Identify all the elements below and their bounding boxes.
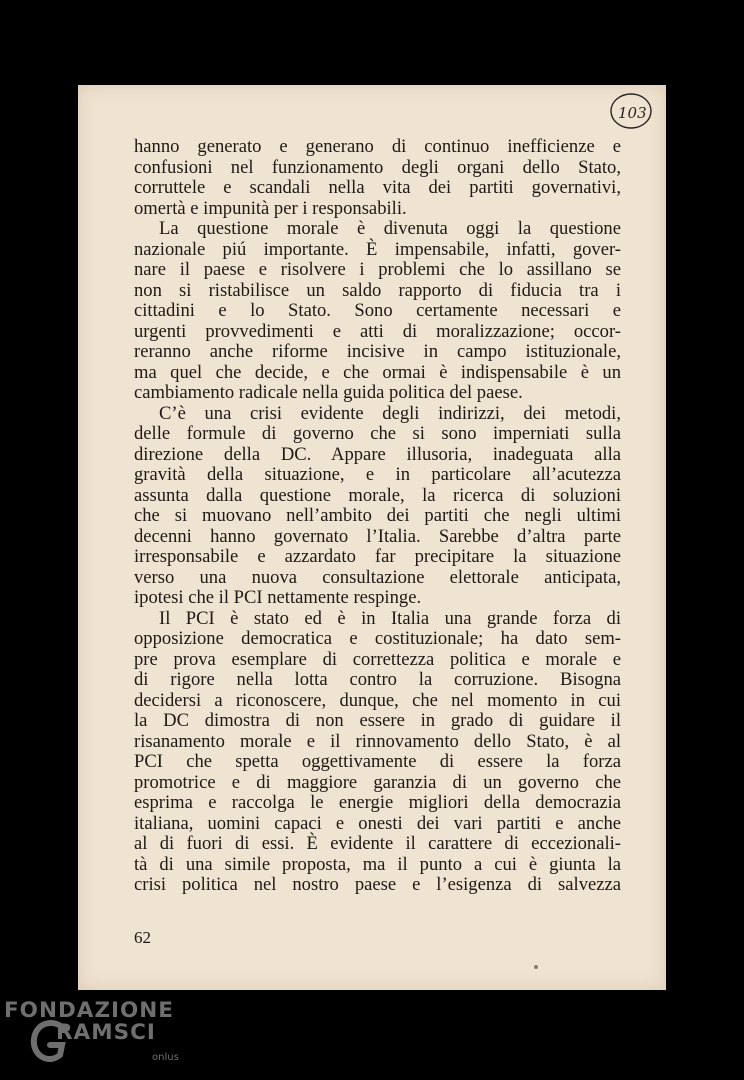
- text-line: nare il paese e risolvere i problemi che lo assillano se: [134, 259, 621, 280]
- text-line: promotrice e di maggiore garanzia di un governo che: [134, 771, 621, 793]
- text-line: PCI che spetta oggettivamente di essere la forza: [134, 751, 621, 772]
- paper-speck: [534, 965, 538, 969]
- logo-line-1: FONDAZIONE: [4, 998, 174, 1023]
- text-line: decenni hanno governato l’Italia. Sarebbe d’altra parte: [134, 525, 621, 547]
- text-line: direzione della DC. Appare illusoria, inadeguata alla: [134, 443, 621, 465]
- text-line: delle formule di governo che si sono imperniati sulla: [134, 423, 621, 444]
- text-line: gravità della situazione, e in particolare all’acutezza: [134, 464, 621, 485]
- text-line: La questione morale è divenuta oggi la questione: [159, 218, 621, 239]
- logo-line-2: RAMSCI: [56, 1020, 156, 1045]
- text-line: irresponsabile e azzardato far precipitare la situazione: [134, 546, 621, 567]
- text-line: tà di una simile proposta, ma il punto a cui è giunta la: [134, 853, 621, 875]
- text-line: non si ristabilisce un saldo rapporto di fiducia tra i: [134, 279, 621, 301]
- text-line: verso una nuova consultazione elettorale anticipata,: [134, 566, 621, 588]
- page-number: 62: [134, 928, 151, 947]
- handwritten-page-number: [608, 91, 654, 131]
- text-line: cambiamento radicale nella guida politica del paese.: [134, 382, 523, 403]
- text-line: urgenti provvedimenti e atti di moralizzazione; occor-: [134, 320, 621, 342]
- text-line: reranno anche riforme incisive in campo istituzionale,: [134, 341, 621, 362]
- text-line: risanamento morale e il rinnovamento dello Stato, è al: [134, 730, 621, 752]
- text-line: di rigore nella lotta contro la corruzione. Bisogna: [134, 669, 621, 690]
- text-line: la DC dimostra di non essere in grado di guidare il: [134, 710, 621, 731]
- text-line: opposizione democratica e costituzionale; ha dato sem-: [134, 628, 621, 649]
- text-line: hanno generato e generano di continuo inefficienze e: [134, 136, 621, 157]
- text-line: al di fuori di essi. È evidente il carattere di eccezionali-: [134, 833, 621, 854]
- body-text: [134, 137, 621, 896]
- text-line: omertà e impunità per i responsabili.: [134, 197, 407, 219]
- text-line: esprima e raccolga le energie migliori della democrazia: [134, 792, 621, 813]
- text-line: C’è una crisi evidente degli indirizzi, dei metodi,: [159, 402, 621, 424]
- logo-line-3: onlus: [152, 1052, 179, 1063]
- fondazione-gramsci-logo: [4, 995, 184, 1075]
- text-line: crisi politica nel nostro paese e l’esigenza di salvezza: [134, 874, 621, 895]
- text-line: italiana, uomini capaci e onesti dei vari partiti e anche: [134, 812, 621, 834]
- text-line: Il PCI è stato ed è in Italia una grande forza di: [159, 607, 621, 629]
- text-line: pre prova esemplare di correttezza politica e morale e: [134, 648, 621, 670]
- text-line: cittadini e lo Stato. Sono certamente necessari e: [134, 300, 621, 321]
- text-line: ipotesi che il PCI nettamente respinge.: [134, 587, 422, 608]
- text-line: ma quel che decide, e che ormai è indispensabile è un: [134, 361, 621, 383]
- scanned-page: [78, 85, 666, 990]
- svg-text:103: 103: [618, 104, 647, 122]
- text-line: nazionale piú importante. È impensabile, infatti, gover-: [134, 238, 621, 260]
- text-line: che si muovano nell’ambito dei partiti che negli ultimi: [134, 505, 621, 526]
- text-line: assunta dalla questione morale, la ricerca di soluzioni: [134, 484, 621, 506]
- text-line: confusioni nel funzionamento degli organi dello Stato,: [134, 156, 621, 178]
- text-line: decidersi a riconoscere, dunque, che nel momento in cui: [134, 689, 621, 711]
- text-line: corruttele e scandali nella vita dei partiti governativi,: [134, 177, 621, 198]
